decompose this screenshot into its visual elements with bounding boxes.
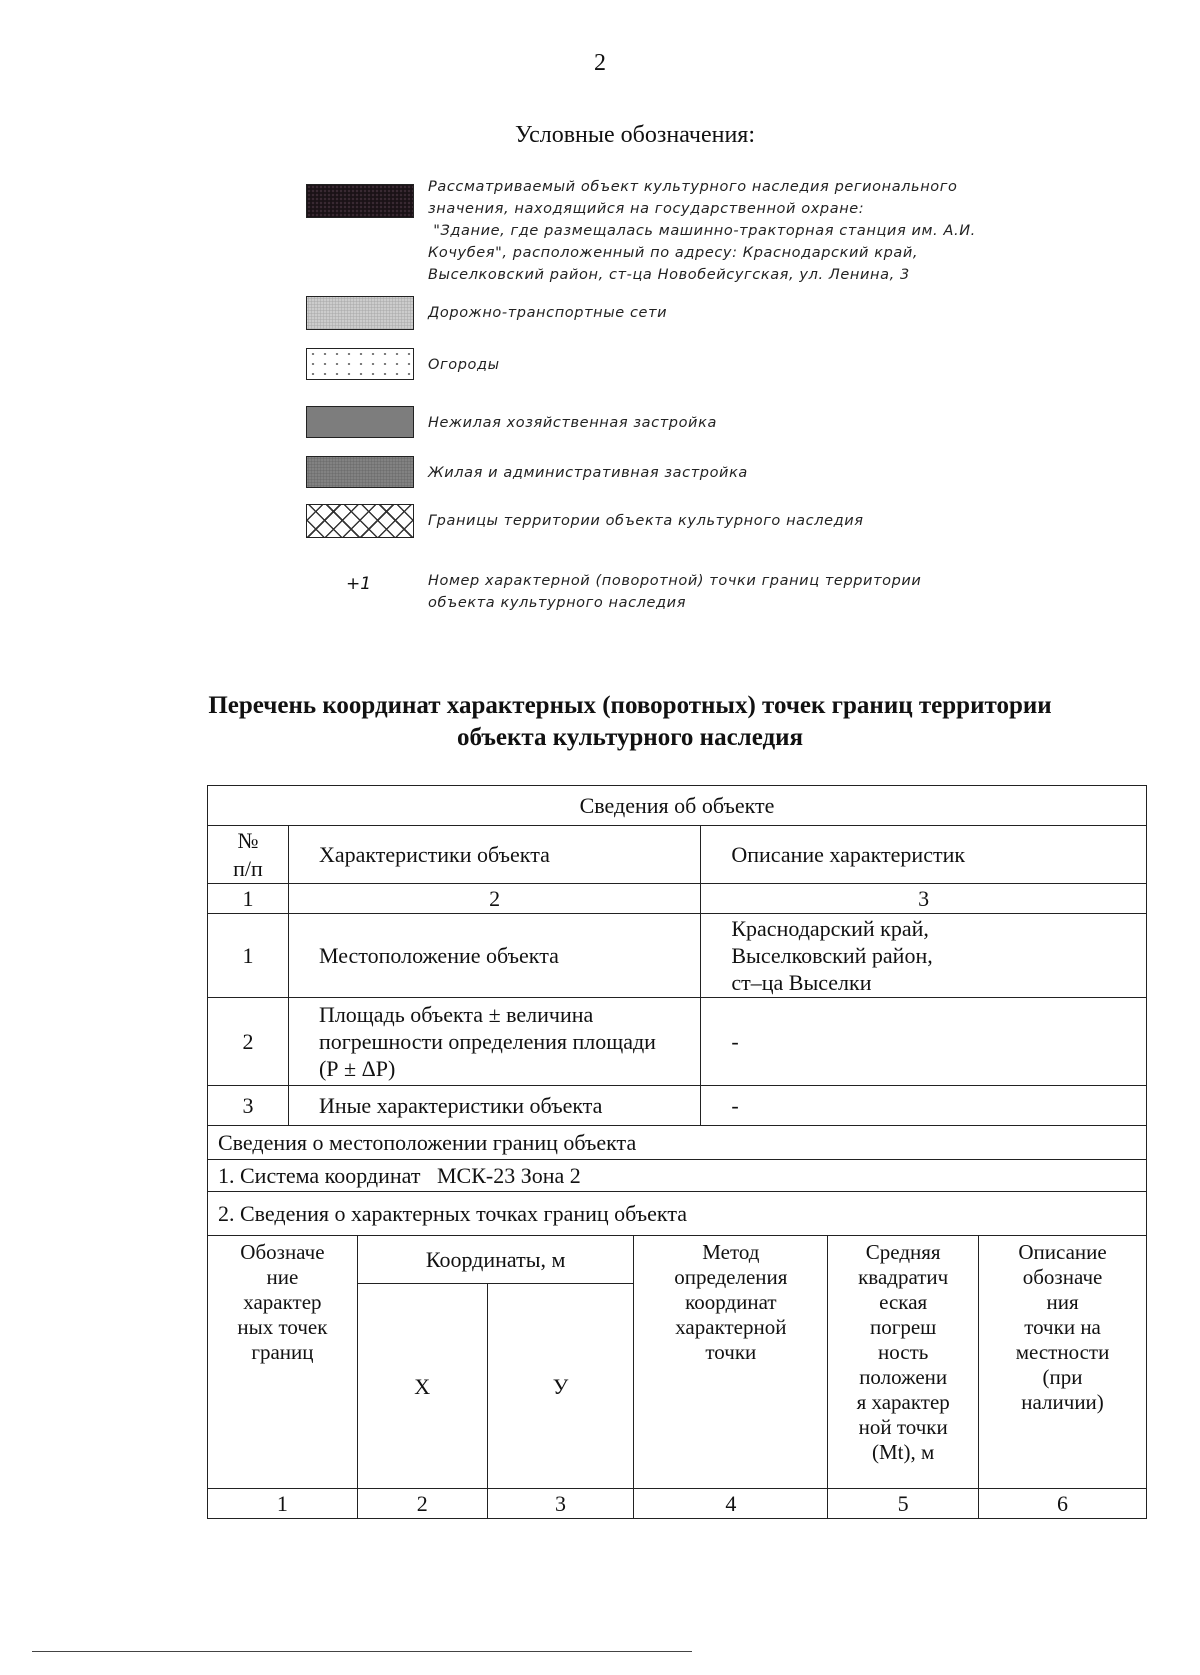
header-x: Х <box>357 1284 487 1489</box>
header-description: Описание характеристик <box>701 826 1147 884</box>
header-point-designation: Обозначе ние характер ных точек границ <box>208 1236 358 1489</box>
header-method: Метод определения координат характерной точки <box>634 1236 828 1489</box>
row-description: Краснодарский край, Выселковский район, ст–ца Выселки <box>701 914 1147 998</box>
column-number: 2 <box>357 1489 487 1519</box>
header-characteristics: Характеристики объекта <box>288 826 700 884</box>
column-number: 5 <box>828 1489 979 1519</box>
section-title: Сведения о местоположении границ объекта <box>208 1126 1147 1160</box>
table-row <box>208 998 1147 1086</box>
section-title: Сведения об объекте <box>208 786 1147 826</box>
legend-title: Условные обозначения: <box>514 122 756 148</box>
header-point-description: Описание обозначе ния точки на местности (при наличии) <box>979 1236 1147 1489</box>
legend-text: Границы территории объекта культурного наследия <box>428 513 864 529</box>
header-number: № п/п <box>208 826 289 884</box>
legend-text: Нежилая хозяйственная застройка <box>428 415 717 431</box>
non-residential-swatch-icon <box>306 406 414 438</box>
row-number: 2 <box>208 998 289 1086</box>
row-characteristic: Площадь объекта ± величина погрешности определения площади (Р ± ΔР) <box>288 998 700 1086</box>
column-number: 3 <box>487 1489 634 1519</box>
column-number: 3 <box>701 884 1147 914</box>
column-number: 1 <box>208 1489 358 1519</box>
header-y: У <box>487 1284 634 1489</box>
points-title: 2. Сведения о характерных точках границ объекта <box>208 1192 1147 1236</box>
row-number: 3 <box>208 1086 289 1126</box>
footnote-separator <box>32 1651 692 1652</box>
table-row <box>208 1086 1147 1126</box>
legend-text: Жилая и административная застройка <box>428 465 748 481</box>
gardens-swatch-icon <box>306 348 414 380</box>
legend-text: Огороды <box>428 357 500 373</box>
legend-text: Дорожно-транспортные сети <box>428 305 668 321</box>
coordinate-system: 1. Система координат МСК-23 Зона 2 <box>208 1160 1147 1192</box>
residential-swatch-icon <box>306 456 414 488</box>
header-mean-error: Средняя квадратич еская погреш ность положени я характер ной точки (Mt), м <box>828 1236 979 1489</box>
territory-border-swatch-icon <box>306 504 414 538</box>
row-characteristic: Местоположение объекта <box>288 914 700 998</box>
column-number: 1 <box>208 884 289 914</box>
column-number: 2 <box>288 884 700 914</box>
roads-swatch-icon <box>306 296 414 330</box>
row-characteristic: Иные характеристики объекта <box>288 1086 700 1126</box>
header-coordinates: Координаты, м <box>357 1236 634 1284</box>
table-row <box>208 914 1147 998</box>
row-description: - <box>701 998 1147 1086</box>
coordinates-table <box>207 785 1147 1519</box>
column-number: 4 <box>634 1489 828 1519</box>
legend-text: Рассматриваемый объект культурного наследия регионального значения, находящийся на государственной охране: "Здание, где размещалась машинно-тракторная станция им. А.И. Кочубея", расположенный по адресу: Краснодарский край, Выселковский район, ст-ца Новобейсугская, ул. Ленина, 3 <box>428 179 976 283</box>
cultural-object-swatch-icon <box>306 184 414 218</box>
turning-point-mark-icon: +1 <box>346 574 372 594</box>
column-number: 6 <box>979 1489 1147 1519</box>
document-heading: Перечень координат характерных (поворотных) точек границ территории объекта культурного наследия <box>208 692 1052 751</box>
legend-text: Номер характерной (поворотной) точки границ территории объекта культурного наследия <box>428 573 922 611</box>
page-number: 2 <box>594 50 606 76</box>
row-description: - <box>701 1086 1147 1126</box>
row-number: 1 <box>208 914 289 998</box>
